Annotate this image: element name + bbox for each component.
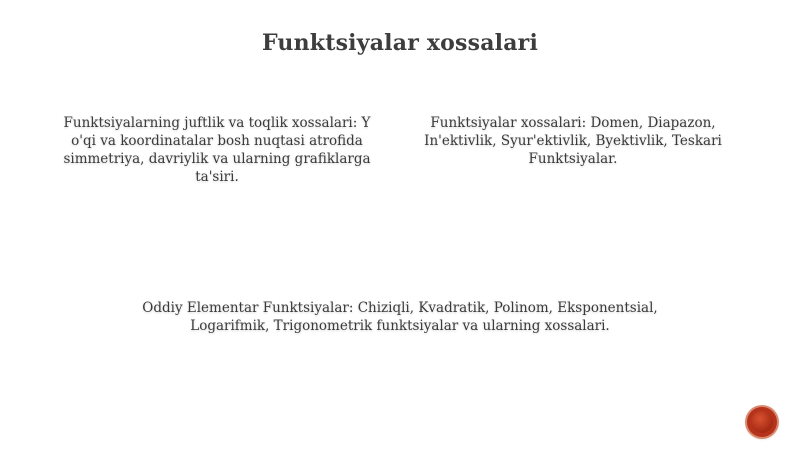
text-block-elementary-functions: Oddiy Elementar Funktsiyalar: Chiziqli, Kvadratik, Polinom, Eksponentsial, Logarifmik, Trigonometrik funktsiyalar va ularning xossalari. bbox=[142, 300, 658, 334]
text-block-properties: Funktsiyalar xossalari: Domen, Diapazon, In'ektivlik, Syur'ektivlik, Byektivlik, Teskari Funktsiyalar. bbox=[424, 115, 722, 167]
text-block-symmetry: Funktsiyalarning juftlik va toqlik xossalari: Y o'qi va koordinatalar bosh nuqtasi atrofida simmetriya, davriylik va ularning grafiklarga ta'siri. bbox=[63, 115, 371, 185]
circle-nav-icon bbox=[751, 411, 773, 433]
slide-title: Funktsiyalar xossalari bbox=[261, 30, 539, 56]
next-slide-button[interactable] bbox=[747, 407, 777, 437]
